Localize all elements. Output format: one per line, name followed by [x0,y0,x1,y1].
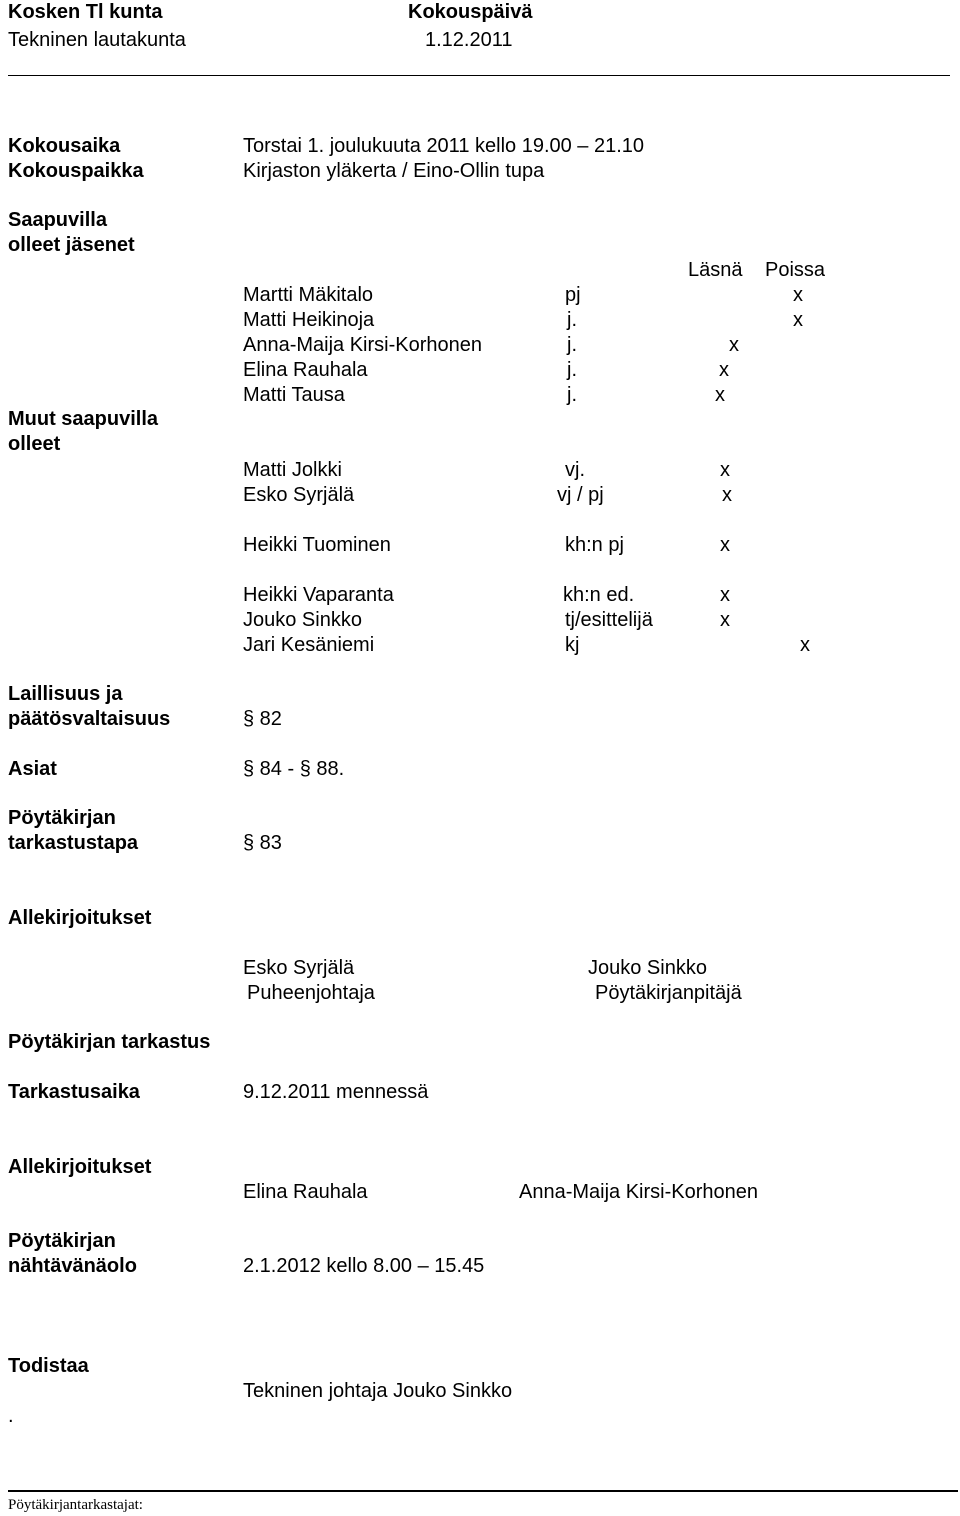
attendee-name: Heikki Tuominen [243,534,391,556]
attendee-role: vj / pj [557,484,604,506]
footer-divider [8,1490,958,1492]
attendee-name: Elina Rauhala [243,359,368,381]
public-display-label-2: nähtävänäolo [8,1255,137,1277]
certify-dot: . [8,1405,14,1427]
certify-label: Todistaa [8,1355,89,1377]
attendee-present-mark: x [722,484,732,506]
attendee-name: Esko Syrjälä [243,484,355,506]
meeting-place-value: Kirjaston yläkerta / Eino-Ollin tupa [243,160,545,182]
public-display-value: 2.1.2012 kello 8.00 – 15.45 [243,1255,485,1277]
attendee-name: Jouko Sinkko [243,609,362,631]
attendee-present-mark: x [719,359,729,381]
attendee-role: kh:n pj [565,534,624,556]
certify-value: Tekninen johtaja Jouko Sinkko [243,1380,513,1402]
attendee-present-mark: x [720,584,730,606]
chair-title: Puheenjohtaja [247,982,375,1004]
attendee-name: Martti Mäkitalo [243,284,374,306]
attendee-absent-mark: x [800,634,810,656]
attendee-name: Jari Kesäniemi [243,634,375,656]
attendee-role: vj. [565,459,585,481]
inspection-method-label-1: Pöytäkirjan [8,807,116,829]
inspector-2-name: Anna-Maija Kirsi-Korhonen [519,1181,759,1203]
attendee-name: Matti Heikinoja [243,309,375,331]
members-label-1: Saapuvilla [8,209,107,231]
attendee-absent-mark: x [793,284,803,306]
legality-label-2: päätösvaltaisuus [8,708,171,730]
minutes-inspection-label: Pöytäkirjan tarkastus [8,1031,211,1053]
secretary-name: Jouko Sinkko [588,957,707,979]
col-absent-header: Poissa [765,259,826,281]
attendee-name: Anna-Maija Kirsi-Korhonen [243,334,483,356]
attendee-present-mark: x [715,384,725,406]
attendee-name: Matti Jolkki [243,459,342,481]
inspection-method-label-2: tarkastustapa [8,832,139,854]
inspection-time-value: 9.12.2011 mennessä [243,1081,429,1103]
attendee-present-mark: x [720,534,730,556]
attendee-present-mark: x [720,459,730,481]
attendee-name: Matti Tausa [243,384,345,406]
others-label-2: olleet [8,433,61,455]
attendee-absent-mark: x [793,309,803,331]
attendee-role: kj [565,634,580,656]
secretary-title: Pöytäkirjanpitäjä [595,982,742,1004]
inspection-method-value: § 83 [243,832,282,854]
attendee-present-mark: x [720,609,730,631]
attendee-present-mark: x [729,334,739,356]
matters-value: § 84 - § 88. [243,758,345,780]
attendee-role: kh:n ed. [563,584,635,606]
meeting-time-value: Torstai 1. joulukuuta 2011 kello 19.00 – 21.10 [243,135,645,157]
meeting-date: 1.12.2011 [425,29,513,51]
inspector-1-name: Elina Rauhala [243,1181,368,1203]
attendee-role: j. [567,309,577,331]
chair-name: Esko Syrjälä [243,957,355,979]
attendee-role: j. [567,359,577,381]
inspection-time-label: Tarkastusaika [8,1081,140,1103]
attendee-name: Heikki Vaparanta [243,584,394,606]
matters-label: Asiat [8,758,57,780]
header-divider [8,75,950,76]
meeting-place-label: Kokouspaikka [8,160,144,182]
legality-label-1: Laillisuus ja [8,683,123,705]
attendee-role: pj [565,284,581,306]
board-name: Tekninen lautakunta [8,29,186,51]
others-label-1: Muut saapuvilla [8,408,159,430]
org-name: Kosken Tl kunta [8,1,163,23]
signatures-label: Allekirjoitukset [8,907,152,929]
attendee-role: j. [567,334,577,356]
attendee-role: tj/esittelijä [565,609,653,631]
col-present-header: Läsnä [688,259,743,281]
members-label-2: olleet jäsenet [8,234,135,256]
meeting-time-label: Kokousaika [8,135,121,157]
inspection-signatures-label: Allekirjoitukset [8,1156,152,1178]
footer-text: Pöytäkirjantarkastajat: [8,1497,143,1513]
legality-value: § 82 [243,708,282,730]
doc-type: Kokouspäivä [408,1,533,23]
public-display-label-1: Pöytäkirjan [8,1230,116,1252]
attendee-role: j. [567,384,577,406]
